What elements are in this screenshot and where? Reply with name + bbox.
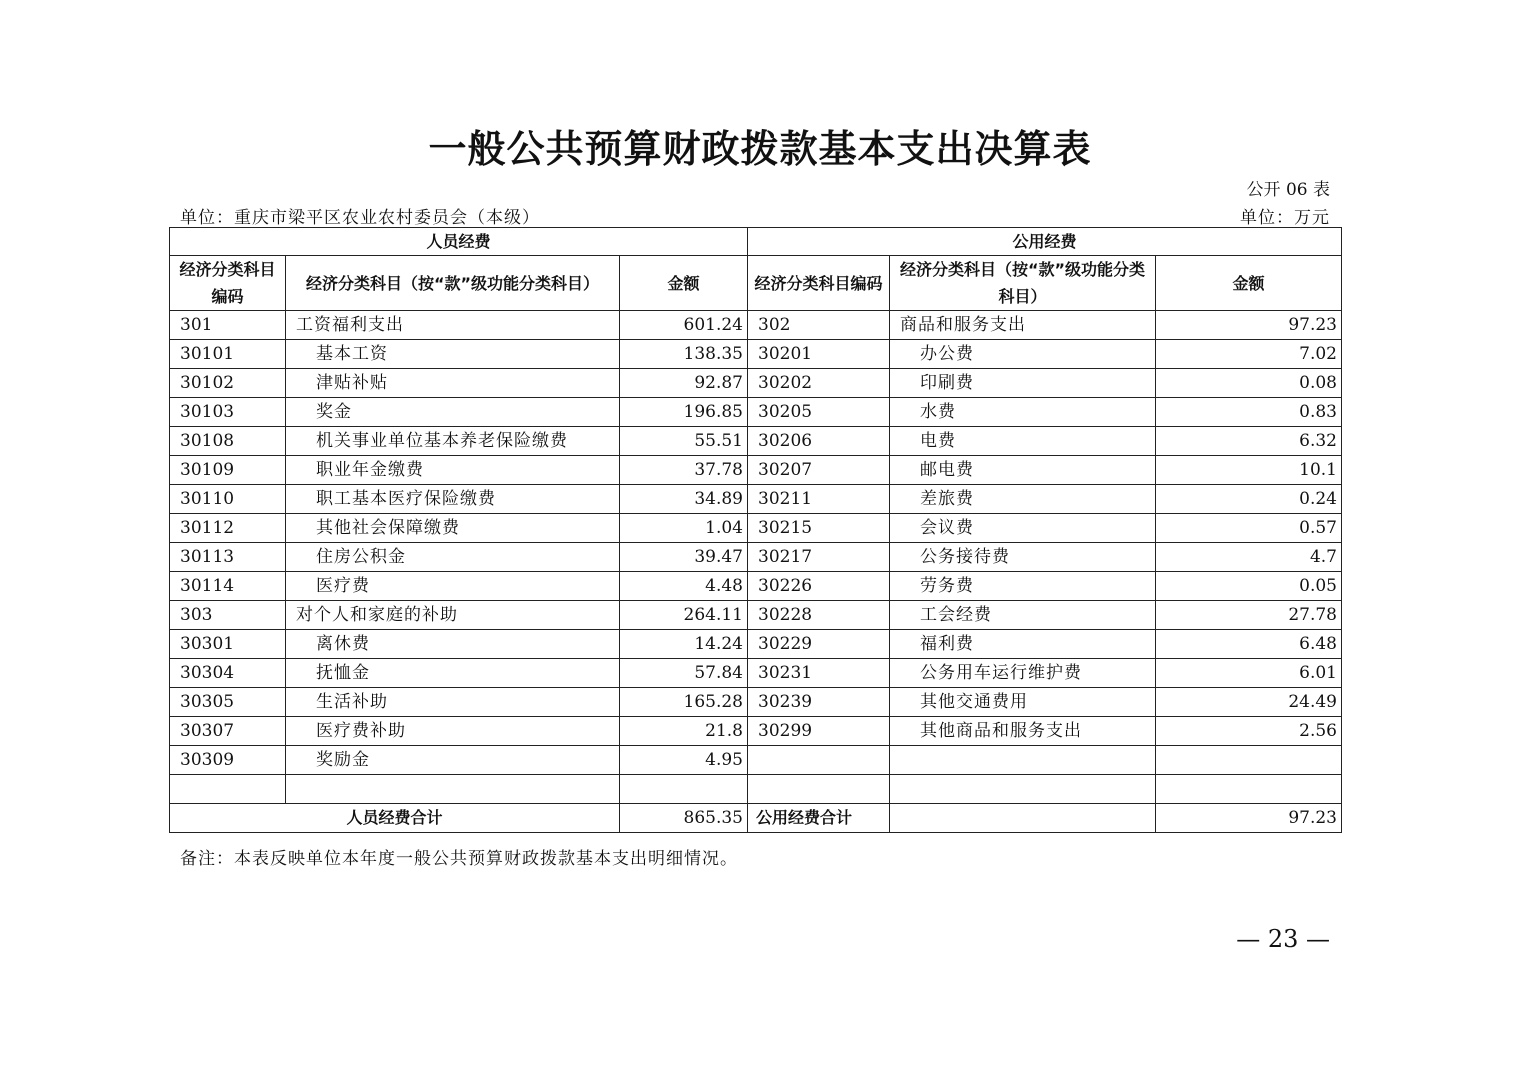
right-code-cell: 302: [748, 311, 890, 340]
right-name-cell: 福利费: [890, 630, 1156, 659]
left-code-cell: 30305: [170, 688, 286, 717]
table-row: [170, 369, 1342, 398]
right-name-cell: 劳务费: [890, 572, 1156, 601]
right-code-cell: 30228: [748, 601, 890, 630]
right-code-cell: 30239: [748, 688, 890, 717]
left-name-cell: 医疗费补助: [286, 717, 620, 746]
left-code-cell: 30307: [170, 717, 286, 746]
right-name-cell: 邮电费: [890, 456, 1156, 485]
header-code-left: 经济分类科目编码: [170, 256, 286, 311]
right-amount-cell: 7.02: [1156, 340, 1342, 369]
total-row: [170, 804, 1342, 833]
left-amount-cell: [620, 775, 748, 804]
footnote: 备注：本表反映单位本年度一般公共预算财政拨款基本支出明细情况。: [180, 849, 738, 869]
right-name-cell: 其他商品和服务支出: [890, 717, 1156, 746]
left-amount-cell: 37.78: [620, 456, 748, 485]
left-code-cell: 30304: [170, 659, 286, 688]
form-number: 公开 06 表: [1246, 180, 1330, 200]
left-code-cell: 30301: [170, 630, 286, 659]
left-name-cell: 其他社会保障缴费: [286, 514, 620, 543]
left-code-cell: 30112: [170, 514, 286, 543]
right-amount-cell: 0.24: [1156, 485, 1342, 514]
left-name-cell: 生活补助: [286, 688, 620, 717]
right-code-cell: [748, 775, 890, 804]
table-row: [170, 630, 1342, 659]
right-name-cell: 办公费: [890, 340, 1156, 369]
left-amount-cell: 39.47: [620, 543, 748, 572]
right-amount-cell: 0.08: [1156, 369, 1342, 398]
left-amount-cell: 196.85: [620, 398, 748, 427]
left-code-cell: 30309: [170, 746, 286, 775]
left-name-cell: 医疗费: [286, 572, 620, 601]
header-amount-right: 金额: [1156, 256, 1342, 311]
column-header-row: [170, 256, 1342, 311]
left-amount-cell: 4.48: [620, 572, 748, 601]
right-code-cell: 30215: [748, 514, 890, 543]
left-amount-cell: 34.89: [620, 485, 748, 514]
right-code-cell: [748, 746, 890, 775]
left-code-cell: 30101: [170, 340, 286, 369]
right-amount-cell: 97.23: [1156, 311, 1342, 340]
left-amount-cell: 264.11: [620, 601, 748, 630]
left-name-cell: 奖励金: [286, 746, 620, 775]
left-amount-cell: 21.8: [620, 717, 748, 746]
right-amount-cell: 0.05: [1156, 572, 1342, 601]
right-name-cell: 公务接待费: [890, 543, 1156, 572]
left-code-cell: 30102: [170, 369, 286, 398]
right-amount-cell: 24.49: [1156, 688, 1342, 717]
table-row: [170, 659, 1342, 688]
header-code-right: 经济分类科目编码: [748, 256, 890, 311]
left-amount-cell: 14.24: [620, 630, 748, 659]
section-public: 公用经费: [748, 228, 1342, 256]
right-name-cell: 其他交通费用: [890, 688, 1156, 717]
right-name-cell: [890, 775, 1156, 804]
left-name-cell: 工资福利支出: [286, 311, 620, 340]
right-name-cell: 工会经费: [890, 601, 1156, 630]
table-row: [170, 543, 1342, 572]
left-name-cell: 机关事业单位基本养老保险缴费: [286, 427, 620, 456]
table-row: [170, 427, 1342, 456]
left-name-cell: 抚恤金: [286, 659, 620, 688]
public-total-label: 公用经费合计: [748, 804, 890, 833]
table-row: [170, 456, 1342, 485]
table-row: [170, 775, 1342, 804]
table-row: [170, 340, 1342, 369]
left-name-cell: 住房公积金: [286, 543, 620, 572]
left-name-cell: 奖金: [286, 398, 620, 427]
right-amount-cell: 0.83: [1156, 398, 1342, 427]
right-amount-cell: 6.32: [1156, 427, 1342, 456]
left-amount-cell: 1.04: [620, 514, 748, 543]
left-name-cell: 离休费: [286, 630, 620, 659]
right-code-cell: 30205: [748, 398, 890, 427]
left-code-cell: 30114: [170, 572, 286, 601]
reporting-unit: 单位：重庆市梁平区农业农村委员会（本级）: [180, 208, 540, 228]
right-amount-cell: 4.7: [1156, 543, 1342, 572]
left-code-cell: 30103: [170, 398, 286, 427]
right-name-cell: 差旅费: [890, 485, 1156, 514]
left-code-cell: 301: [170, 311, 286, 340]
left-amount-cell: 55.51: [620, 427, 748, 456]
left-amount-cell: 601.24: [620, 311, 748, 340]
left-code-cell: 303: [170, 601, 286, 630]
left-code-cell: 30108: [170, 427, 286, 456]
right-amount-cell: 6.48: [1156, 630, 1342, 659]
right-code-cell: 30217: [748, 543, 890, 572]
public-total-blank: [890, 804, 1156, 833]
right-code-cell: 30201: [748, 340, 890, 369]
left-name-cell: 基本工资: [286, 340, 620, 369]
left-code-cell: [170, 775, 286, 804]
header-amount-left: 金额: [620, 256, 748, 311]
table-row: [170, 485, 1342, 514]
header-name-left: 经济分类科目（按“款”级功能分类科目）: [286, 256, 620, 311]
left-amount-cell: 57.84: [620, 659, 748, 688]
public-total-amount: 97.23: [1156, 804, 1342, 833]
right-amount-cell: 0.57: [1156, 514, 1342, 543]
right-name-cell: 会议费: [890, 514, 1156, 543]
left-name-cell: 对个人和家庭的补助: [286, 601, 620, 630]
page-number: — 23 —: [1236, 925, 1330, 953]
right-code-cell: 30211: [748, 485, 890, 514]
table-row: [170, 746, 1342, 775]
section-header-row: [170, 228, 1342, 256]
table-row: [170, 311, 1342, 340]
right-name-cell: 水费: [890, 398, 1156, 427]
right-code-cell: 30207: [748, 456, 890, 485]
right-code-cell: 30299: [748, 717, 890, 746]
right-name-cell: 电费: [890, 427, 1156, 456]
right-amount-cell: 2.56: [1156, 717, 1342, 746]
table-row: [170, 398, 1342, 427]
right-name-cell: 商品和服务支出: [890, 311, 1156, 340]
right-amount-cell: 6.01: [1156, 659, 1342, 688]
right-name-cell: 印刷费: [890, 369, 1156, 398]
page-title: 一般公共预算财政拨款基本支出决算表: [428, 126, 1092, 171]
right-code-cell: 30229: [748, 630, 890, 659]
left-amount-cell: 92.87: [620, 369, 748, 398]
header-name-right: 经济分类科目（按“款”级功能分类科目）: [890, 256, 1156, 311]
left-name-cell: [286, 775, 620, 804]
left-name-cell: 职业年金缴费: [286, 456, 620, 485]
right-amount-cell: 27.78: [1156, 601, 1342, 630]
expenditure-table: [169, 227, 1342, 833]
right-amount-cell: [1156, 775, 1342, 804]
left-code-cell: 30110: [170, 485, 286, 514]
right-code-cell: 30231: [748, 659, 890, 688]
left-code-cell: 30113: [170, 543, 286, 572]
table-row: [170, 572, 1342, 601]
right-code-cell: 30202: [748, 369, 890, 398]
left-amount-cell: 138.35: [620, 340, 748, 369]
table-row: [170, 688, 1342, 717]
right-amount-cell: 10.1: [1156, 456, 1342, 485]
left-name-cell: 津贴补贴: [286, 369, 620, 398]
left-code-cell: 30109: [170, 456, 286, 485]
right-code-cell: 30206: [748, 427, 890, 456]
section-personnel: 人员经费: [170, 228, 748, 256]
personnel-total-label: 人员经费合计: [170, 804, 620, 833]
table-row: [170, 717, 1342, 746]
right-amount-cell: [1156, 746, 1342, 775]
right-name-cell: [890, 746, 1156, 775]
table-row: [170, 601, 1342, 630]
currency-unit: 单位：万元: [1240, 208, 1330, 228]
personnel-total-amount: 865.35: [620, 804, 748, 833]
right-name-cell: 公务用车运行维护费: [890, 659, 1156, 688]
left-amount-cell: 165.28: [620, 688, 748, 717]
left-amount-cell: 4.95: [620, 746, 748, 775]
left-name-cell: 职工基本医疗保险缴费: [286, 485, 620, 514]
table-row: [170, 514, 1342, 543]
right-code-cell: 30226: [748, 572, 890, 601]
